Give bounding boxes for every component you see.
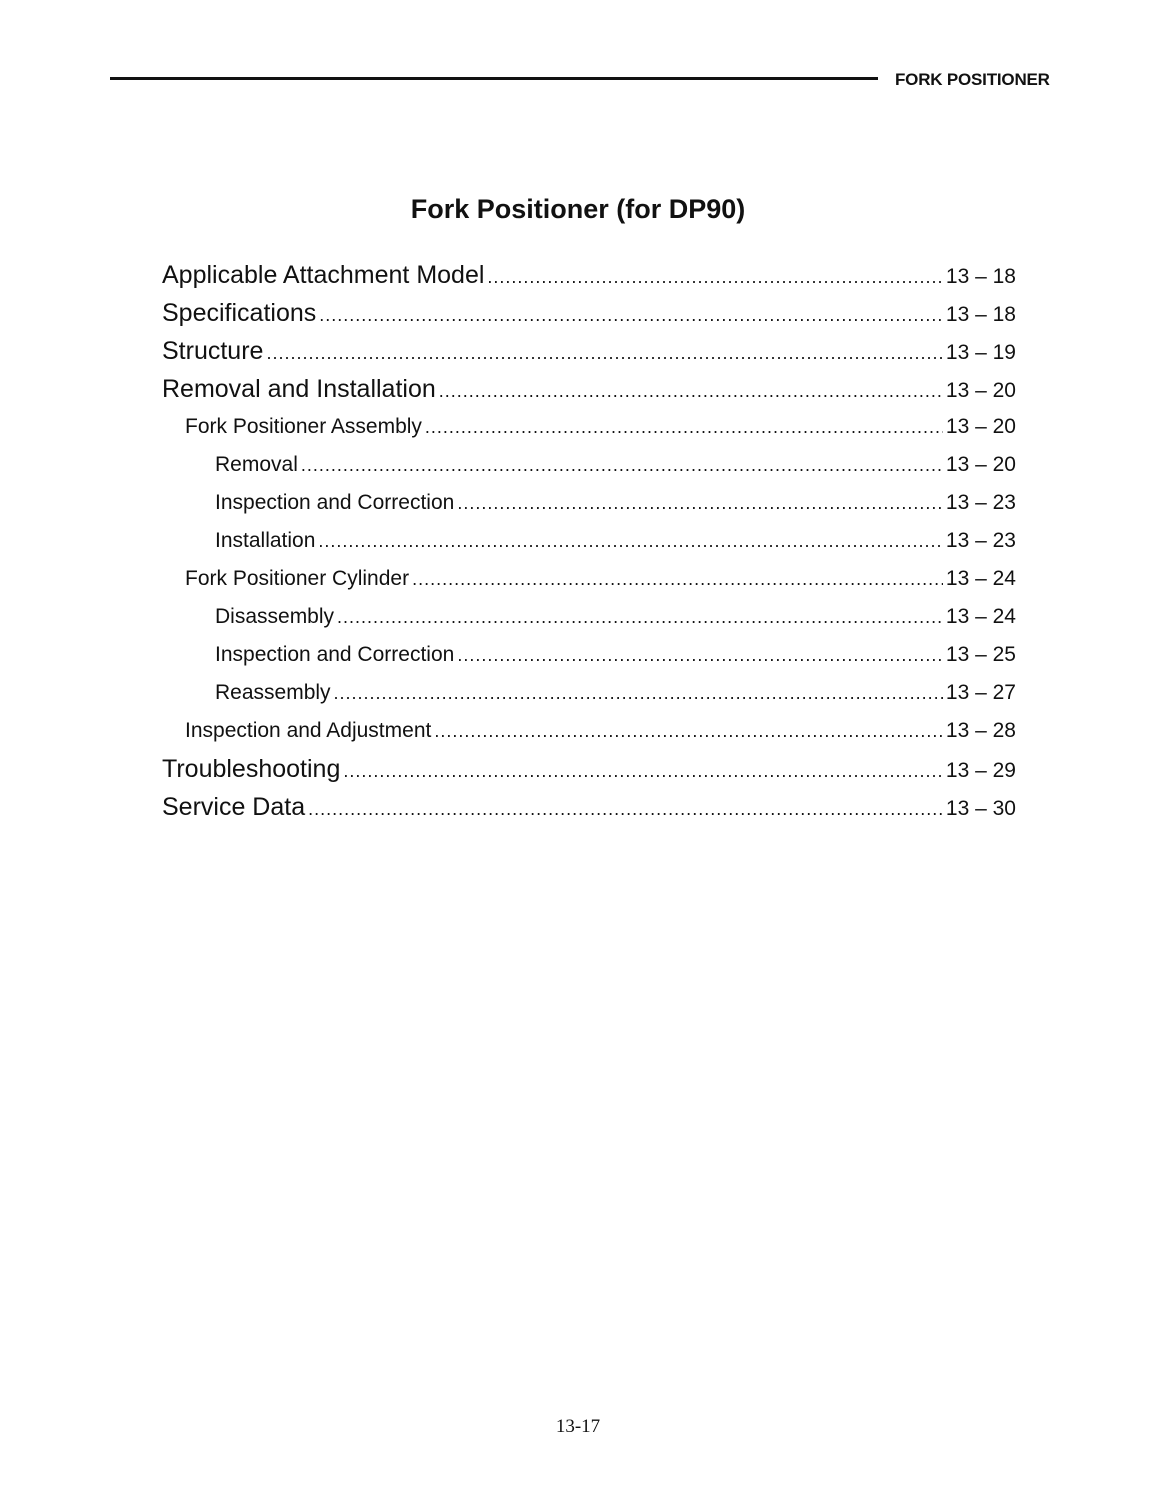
toc-entry[interactable] bbox=[162, 636, 1016, 674]
dot-leader bbox=[487, 258, 943, 294]
dot-leader bbox=[457, 636, 943, 674]
toc-entry[interactable] bbox=[162, 598, 1016, 636]
toc-entry[interactable] bbox=[162, 294, 1016, 332]
toc-entry[interactable] bbox=[162, 560, 1016, 598]
header-rule bbox=[110, 77, 878, 80]
dot-leader bbox=[457, 484, 943, 522]
table-of-contents bbox=[162, 256, 1016, 826]
toc-entry[interactable] bbox=[162, 712, 1016, 750]
toc-entry-page: 13 – 20 bbox=[945, 379, 1016, 402]
toc-entry-label: Service Data bbox=[162, 793, 306, 821]
toc-entry-label: Reassembly bbox=[215, 681, 331, 704]
toc-entry[interactable] bbox=[162, 256, 1016, 294]
toc-entry-label: Structure bbox=[162, 337, 264, 365]
toc-entry-label: Inspection and Adjustment bbox=[185, 719, 432, 742]
toc-entry-label: Troubleshooting bbox=[162, 755, 341, 783]
toc-entry-page: 13 – 20 bbox=[945, 453, 1016, 476]
toc-entry-label: Specifications bbox=[162, 299, 317, 327]
toc-entry-label: Disassembly bbox=[215, 605, 335, 628]
dot-leader bbox=[439, 372, 943, 408]
toc-entry[interactable] bbox=[162, 408, 1016, 446]
toc-entry[interactable] bbox=[162, 522, 1016, 560]
dot-leader bbox=[318, 522, 943, 560]
toc-entry-page: 13 – 23 bbox=[945, 529, 1016, 552]
toc-entry[interactable] bbox=[162, 484, 1016, 522]
dot-leader bbox=[334, 674, 943, 712]
toc-entry-page: 13 – 20 bbox=[945, 415, 1016, 438]
toc-entry-page: 13 – 18 bbox=[945, 265, 1016, 288]
running-header: FORK POSITIONER bbox=[895, 70, 1050, 89]
dot-leader bbox=[319, 296, 943, 332]
toc-entry[interactable] bbox=[162, 674, 1016, 712]
page-title: Fork Positioner (for DP90) bbox=[410, 194, 746, 224]
toc-entry[interactable] bbox=[162, 750, 1016, 788]
toc-entry-label: Applicable Attachment Model bbox=[162, 261, 485, 289]
toc-entry-label: Installation bbox=[215, 529, 316, 552]
toc-entry-label: Removal bbox=[215, 453, 298, 476]
toc-entry-label: Inspection and Correction bbox=[215, 491, 455, 514]
toc-entry[interactable] bbox=[162, 332, 1016, 370]
toc-entry[interactable] bbox=[162, 446, 1016, 484]
page-number: 13-17 bbox=[555, 1416, 601, 1437]
toc-entry-page: 13 – 19 bbox=[945, 341, 1016, 364]
toc-entry-label: Fork Positioner Cylinder bbox=[185, 567, 410, 590]
toc-entry-page: 13 – 30 bbox=[945, 797, 1016, 820]
dot-leader bbox=[343, 752, 943, 788]
toc-entry-page: 13 – 29 bbox=[945, 759, 1016, 782]
dot-leader bbox=[301, 446, 943, 484]
toc-entry-page: 13 – 23 bbox=[945, 491, 1016, 514]
toc-entry-page: 13 – 27 bbox=[945, 681, 1016, 704]
toc-entry-label: Removal and Installation bbox=[162, 375, 436, 403]
toc-entry-page: 13 – 24 bbox=[945, 605, 1016, 628]
toc-entry[interactable] bbox=[162, 788, 1016, 826]
dot-leader bbox=[266, 334, 942, 370]
dot-leader bbox=[412, 560, 943, 598]
toc-entry-page: 13 – 28 bbox=[945, 719, 1016, 742]
dot-leader bbox=[337, 598, 943, 636]
dot-leader bbox=[308, 790, 943, 826]
toc-entry-page: 13 – 18 bbox=[945, 303, 1016, 326]
toc-entry-label: Inspection and Correction bbox=[215, 643, 455, 666]
toc-entry[interactable] bbox=[162, 370, 1016, 408]
toc-entry-label: Fork Positioner Assembly bbox=[185, 415, 422, 438]
dot-leader bbox=[434, 712, 943, 750]
toc-entry-page: 13 – 25 bbox=[945, 643, 1016, 666]
dot-leader bbox=[425, 408, 943, 446]
toc-entry-page: 13 – 24 bbox=[945, 567, 1016, 590]
